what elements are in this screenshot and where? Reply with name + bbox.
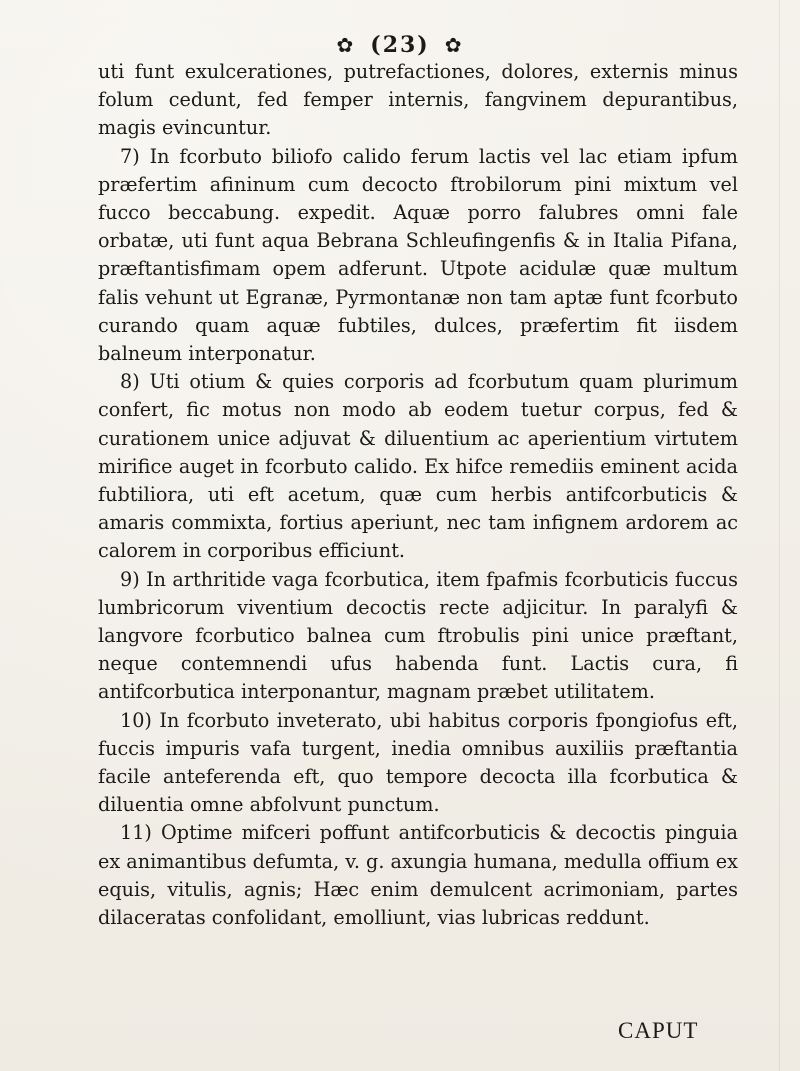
paragraph-continuation: uti funt exulcerationes, putrefactiones, dolores, externis minus folum cedunt, fed femper internis, fangvinem depurantibus, magis evincuntur.	[98, 60, 738, 140]
paragraph-9: 9) In arthritide vaga fcorbutica, item fpafmis fcorbuticis fuccus lumbricorum viventium decoctis recte adjicitur. In paralyfi & langvore fcorbutico balnea cum ftrobulis pini unice præftant, neque contemnendi ufus habenda funt. Lactis cura, fi antifcorbutica interponantur, magnam præbet utilitatem.	[98, 567, 738, 704]
page-body	[98, 58, 738, 932]
page-header	[0, 32, 800, 58]
catchword: CAPUT	[618, 1018, 699, 1043]
paragraph-11: 11) Optime mifceri poffunt antifcorbuticis & decoctis pinguia ex animantibus defumta, v. g. axungia humana, medulla offium ex equis, vitulis, agnis; Hæc enim demulcent acrimoniam, partes dilaceratas confolidant, emolliunt, vias lubricas reddunt.	[98, 821, 738, 930]
left-ornament-icon: ✿	[336, 33, 356, 57]
right-ornament-icon: ✿	[444, 33, 464, 57]
paragraph-10: 10) In fcorbuto inveterato, ubi habitus corporis fpongiofus eft, fuccis impuris vafa turgent, inedia omnibus auxiliis præftantia facile anteferenda eft, quo tempore decocta illa fcorbutica & diluentia omne abfolvunt punctum.	[98, 708, 738, 817]
page-number: (23)	[370, 32, 430, 58]
page-fold-shadow	[779, 0, 780, 1071]
paragraph-8: 8) Uti otium & quies corporis ad fcorbutum quam plurimum confert, fic motus non modo ab eodem tuetur corpus, fed & curationem unice adjuvat & diluentium ac aperientium virtutem mirifice auget in fcorbuto calido. Ex hifce remediis eminent acida fubtiliora, uti eft acetum, quæ cum herbis antifcorbuticis & amaris commixta, fortius aperiunt, nec tam infignem ardorem ac calorem in corporibus efficiunt.	[98, 370, 738, 563]
paragraph-7: 7) In fcorbuto biliofo calido ferum lactis vel lac etiam ipfum præfertim afininum cum decocto ftrobilorum pini mixtum vel fucco beccabung. expedit. Aquæ porro falubres omni fale orbatæ, uti funt aqua Bebrana Schleufingenfis & in Italia Pifana, præftantisfimam opem adferunt. Utpote acidulæ quæ multum falis vehunt ut Egranæ, Pyrmontanæ non tam aptæ funt fcorbuto curando quam aquæ fubtiles, dulces, præfertim fit iisdem balneum interponatur.	[98, 144, 738, 366]
